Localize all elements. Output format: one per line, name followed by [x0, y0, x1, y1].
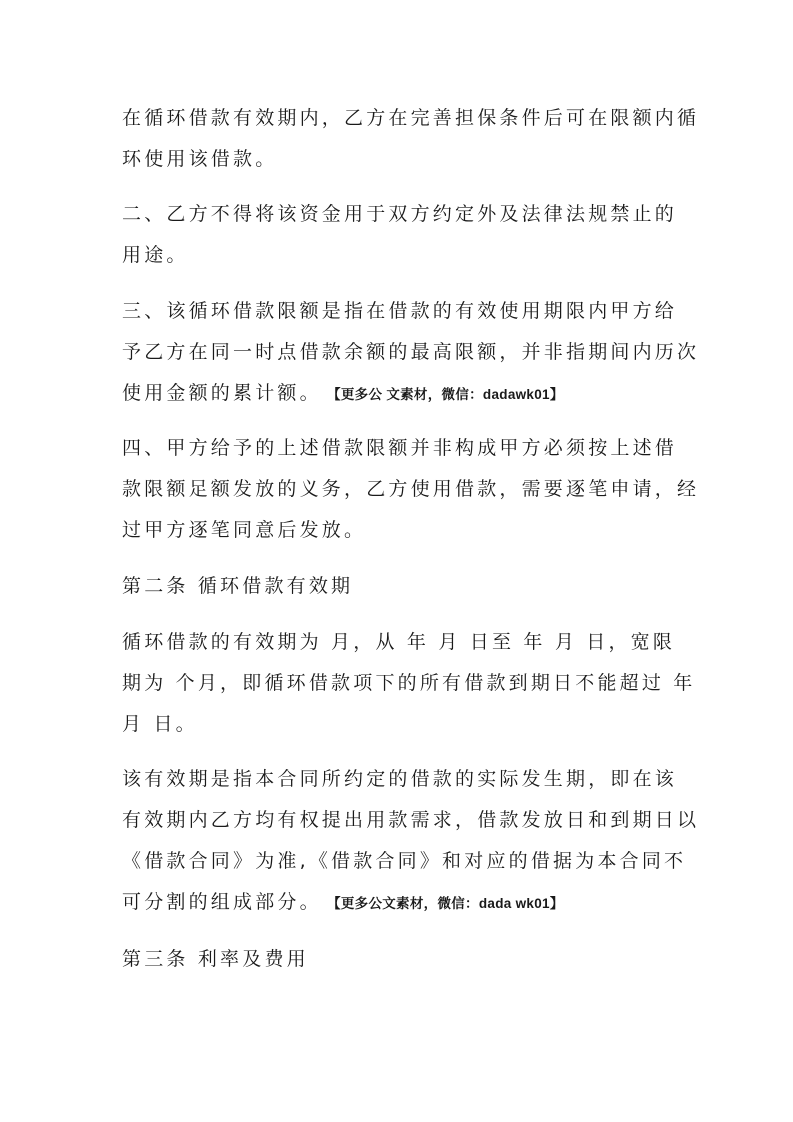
- text-line: [122, 882, 682, 923]
- heading-line: 第三条 利率及费用: [122, 948, 309, 970]
- text-line: 环使用该借款。: [122, 148, 278, 170]
- watermark-note: 【更多公 文素材，微信：dadawk01】: [333, 387, 564, 402]
- section-heading-article-3: [122, 939, 682, 980]
- text-line-body: 使用金额的累计额。: [122, 382, 322, 404]
- paragraph-1: [122, 98, 700, 180]
- text-line-body: 可分割的组成部分。: [122, 891, 322, 913]
- paragraph-4: [122, 428, 700, 551]
- text-line: 用途。: [122, 244, 189, 266]
- text-line: 过甲方逐笔同意后发放。: [122, 519, 367, 541]
- text-line: 四、甲方给予的上述借款限额并非构成甲方必须按上述借: [122, 437, 678, 459]
- text-line: 予乙方在同一时点借款余额的最高限额，并非指期间内历次: [122, 341, 700, 363]
- section-heading-article-2: [122, 566, 682, 607]
- text-line: 有效期内乙方均有权提出用款需求，借款发放日和到期日以: [122, 809, 700, 831]
- text-line: 二、乙方不得将该资金用于双方约定外及法律法规禁止的: [122, 203, 678, 225]
- text-line: 三、该循环借款限额是指在借款的有效使用期限内甲方给: [122, 300, 678, 322]
- paragraph-2: [122, 194, 682, 276]
- text-line: 该有效期是指本合同所约定的借款的实际发生期，即在该: [122, 768, 678, 790]
- text-line: 期为 个月，即循环借款项下的所有借款到期日不能超过 年: [122, 672, 696, 694]
- paragraph-5: [122, 622, 696, 745]
- text-line: [122, 373, 682, 414]
- text-line: 在循环借款有效期内，乙方在完善担保条件后可在限额内循: [122, 107, 700, 129]
- paragraph-6: [122, 759, 700, 923]
- text-line: 《借款合同》为准,《借款合同》和对应的借据为本合同不: [122, 850, 687, 872]
- heading-line: 第二条 循环借款有效期: [122, 575, 354, 597]
- text-line: 月 日。: [122, 713, 198, 735]
- text-line: 循环借款的有效期为 月，从 年 月 日至 年 月 日，宽限: [122, 631, 676, 653]
- text-line: 款限额足额发放的义务，乙方使用借款，需要逐笔申请，经: [122, 478, 700, 500]
- paragraph-3: [122, 291, 700, 414]
- watermark-note: 【更多公文素材，微信：dada wk01】: [333, 896, 564, 911]
